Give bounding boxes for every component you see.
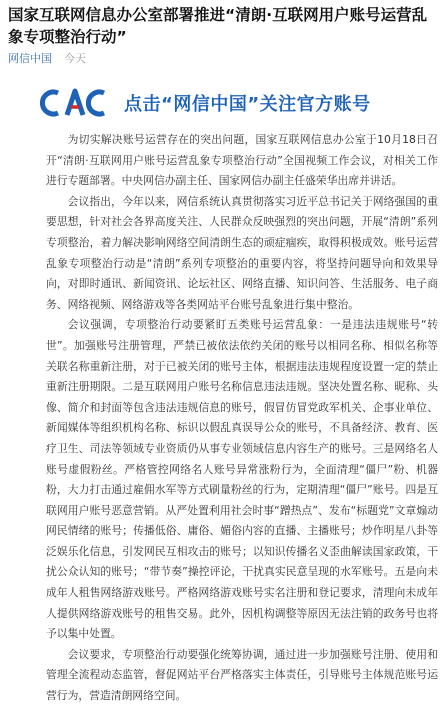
follow-banner-text: 点击“网信中国”关注官方账号 [124,94,371,115]
article-paragraph: 会议指出，今年以来，网信系统认真贯彻落实习近平总书记关于网络强国的重要思想，针对社会各界高度关注、人民群众反映强烈的突出问题，开展“清朗”系列专项整治，着力解决影响网络空间清朗生态的顽症痼疾，取得积极成效。账号运营乱象专项整治行动是“清朗”系列专项整治的重要内容，将坚持问题导向和效果导向，对即时通讯、新闻资讯、论坛社区、网络直播、知识问答、生活服务、电子商务、网络视频、网络游戏等各类网站平台账号乱象进行集中整治。 [46,194,438,311]
article-body [46,130,438,720]
article-headline: 国家互联网信息办公室部署推进“清朗·互联网用户账号运营乱象专项整治行动” [8,6,428,46]
article-paragraph: 为切实解决账号运营存在的突出问题，国家互联网信息办公室于10月18日召开“清朗·互联网用户账号运营乱象专项整治行动”全国视频工作会议，对相关工作进行专题部署。中央网信办副主任、国家网信办副主任盛荣华出席并讲话。 [46,133,438,188]
cac-logo-icon [40,85,114,121]
follow-banner[interactable] [40,82,440,124]
source-link[interactable]: 网信中国 [8,52,52,65]
publish-time: 今天 [64,52,86,65]
article-paragraph: 会议强调，专项整治行动要紧盯五类账号运营乱象：一是违法违规账号“转世”。加强账号注册管理，严禁已被依法依约关闭的账号以相同名称、相似名称等关联名称重新注册，对于已被关闭的账号主体，根据违法违规程度设置一定的禁止重新注册期限。二是互联网用户账号名称信息违法违规。坚决处置名称、昵称、头像、简介和封面等包含违法违规信息的账号，假冒仿冒党政军机关、企事业单位、新闻媒体等组织机构名称、标识以假乱真误导公众的账号，不具备经济、教育、医疗卫生、司法等领域专业资质仍从事专业领域信息内容生产的账号。三是网络名人账号虚假粉丝。严格管控网络名人账号异常涨粉行为，全面清理“僵尸”粉、机器粉，大力打击通过雇佣水军等方式刷量粉丝的行为，定期清理“僵尸”账号。四是互联网用户账号恶意营销。从严处置利用社会时事“蹭热点”、发布“标题党”文章煽动网民情绪的账号；传播低俗、庸俗、媚俗内容的直播、主播账号；炒作明星八卦等泛娱乐化信息，引发网民互相攻击的账号；以知识传播名义歪曲解读国家政策，干扰公众认知的账号；“带节奏”操控评论，干扰真实民意呈现的水军账号。五是向未成年人租售网络游戏账号。严格网络游戏账号实名注册和登记要求，清理向未成年人提供网络游戏账号的租售交易。此外，因机构调整等原因无法注销的政务号也将予以集中处置。 [46,318,438,641]
article-meta [8,50,86,66]
article-paragraph: 会议要求，专项整治行动要强化统筹协调，通过进一步加强账号注册、使用和管理全流程动态监管，督促网站平台严格落实主体责任，引导账号主体规范账号运营行为，营造清朗网络空间。 [46,647,438,703]
